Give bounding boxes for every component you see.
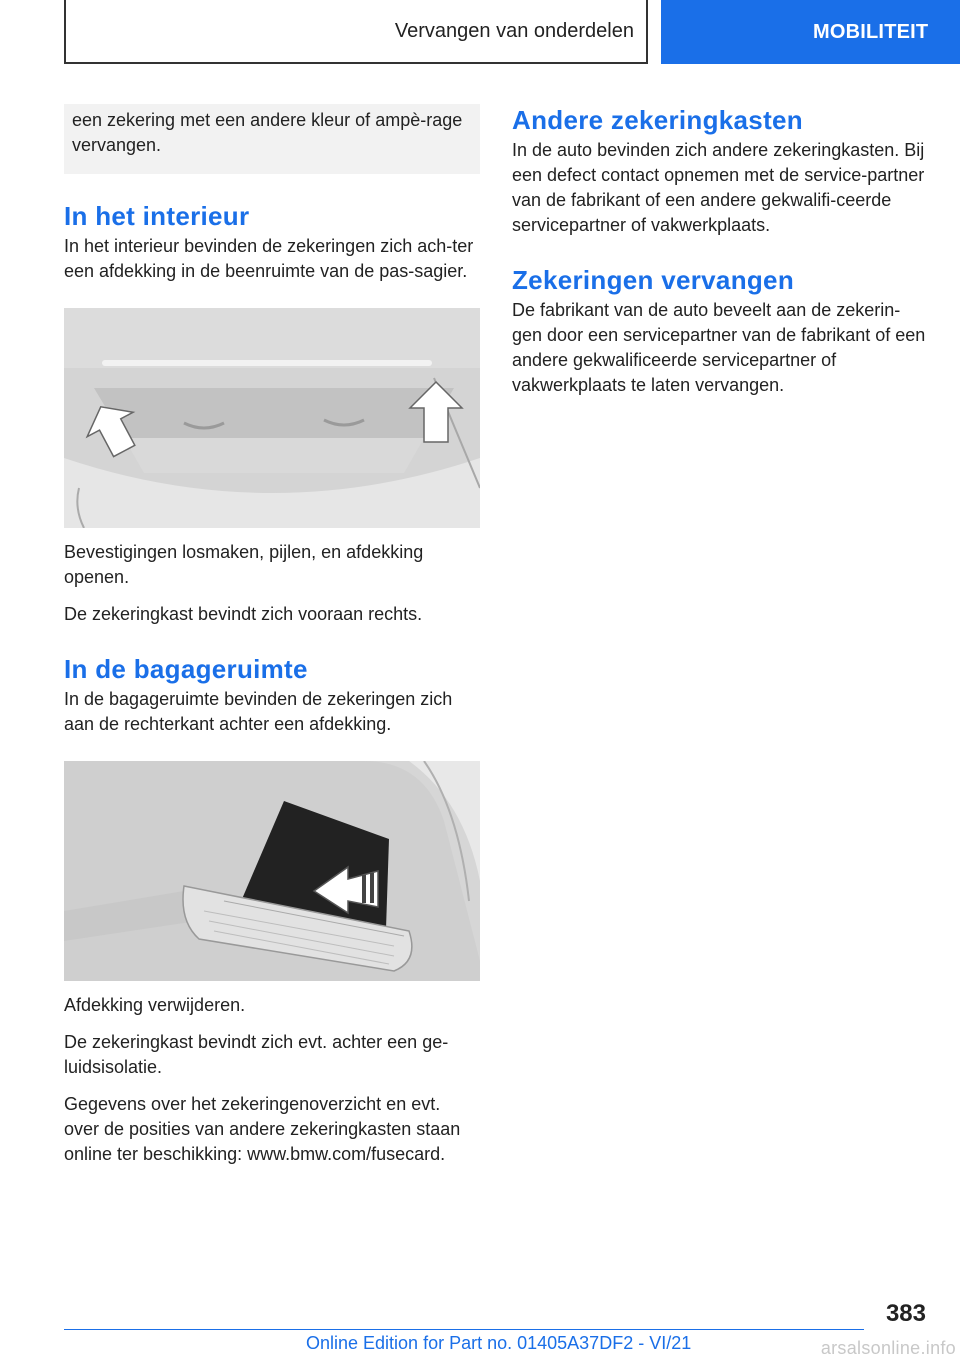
note-text: een zekering met een andere kleur of ampè-rage vervangen. — [72, 110, 463, 155]
right-column — [512, 104, 928, 398]
chapter-tab — [661, 0, 960, 64]
footer-divider — [64, 1329, 864, 1330]
interior-heading: In het interieur — [64, 201, 250, 231]
luggage-fuse-cover-image — [64, 761, 480, 981]
other-boxes-heading: Andere zekeringkasten — [512, 105, 803, 135]
interior-caption: Bevestigingen losmaken, pijlen, en afdekking openen. — [64, 542, 424, 587]
replace-body: De fabrikant van de auto beveelt aan de zekerin-gen door een servicepartner van de fabrikant of een andere gekwalificeerde servicepartner of vakwerkplaats te laten vervangen. — [512, 300, 926, 395]
luggage-heading: In de bagageruimte — [64, 654, 308, 684]
luggage-online-info: Gegevens over het zekeringenoverzicht en evt. over de posities van andere zekeringkasten staan online ter beschikking: www.bmw.com/fusecard. — [64, 1094, 461, 1164]
running-header-section — [64, 0, 648, 64]
interior-body: In het interieur bevinden de zekeringen zich ach-ter een afdekking in de beenruimte van de pas-sagier. — [64, 236, 474, 281]
note-box — [64, 104, 480, 174]
footwell-illustration — [64, 308, 480, 528]
left-column — [64, 104, 480, 1167]
edition-text: Online Edition for Part no. 01405A37DF2 - VI/21 — [306, 1333, 692, 1353]
interior-location: De zekeringkast bevindt zich vooraan rechts. — [64, 604, 423, 624]
trunk-illustration — [64, 761, 480, 981]
interior-fuse-cover-image — [64, 308, 480, 528]
luggage-insulation: De zekeringkast bevindt zich evt. achter een ge-luidsisolatie. — [64, 1032, 449, 1077]
luggage-caption: Afdekking verwijderen. — [64, 995, 246, 1015]
luggage-body: In de bagageruimte bevinden de zekeringen zich aan de rechterkant achter een afdekking. — [64, 689, 453, 734]
chapter-title: MOBILITEIT — [813, 20, 929, 43]
other-boxes-body: In de auto bevinden zich andere zekeringkasten. Bij een defect contact opnemen met de service-partner van de fabrikant of een andere gekwalifi-ceerde servicepartner of vakwerkplaats. — [512, 140, 925, 235]
replace-heading: Zekeringen vervangen — [512, 265, 794, 295]
watermark: arsalsonline.info — [820, 1338, 956, 1358]
page-number: 383 — [885, 1300, 926, 1327]
section-title: Vervangen van onderdelen — [394, 19, 634, 42]
